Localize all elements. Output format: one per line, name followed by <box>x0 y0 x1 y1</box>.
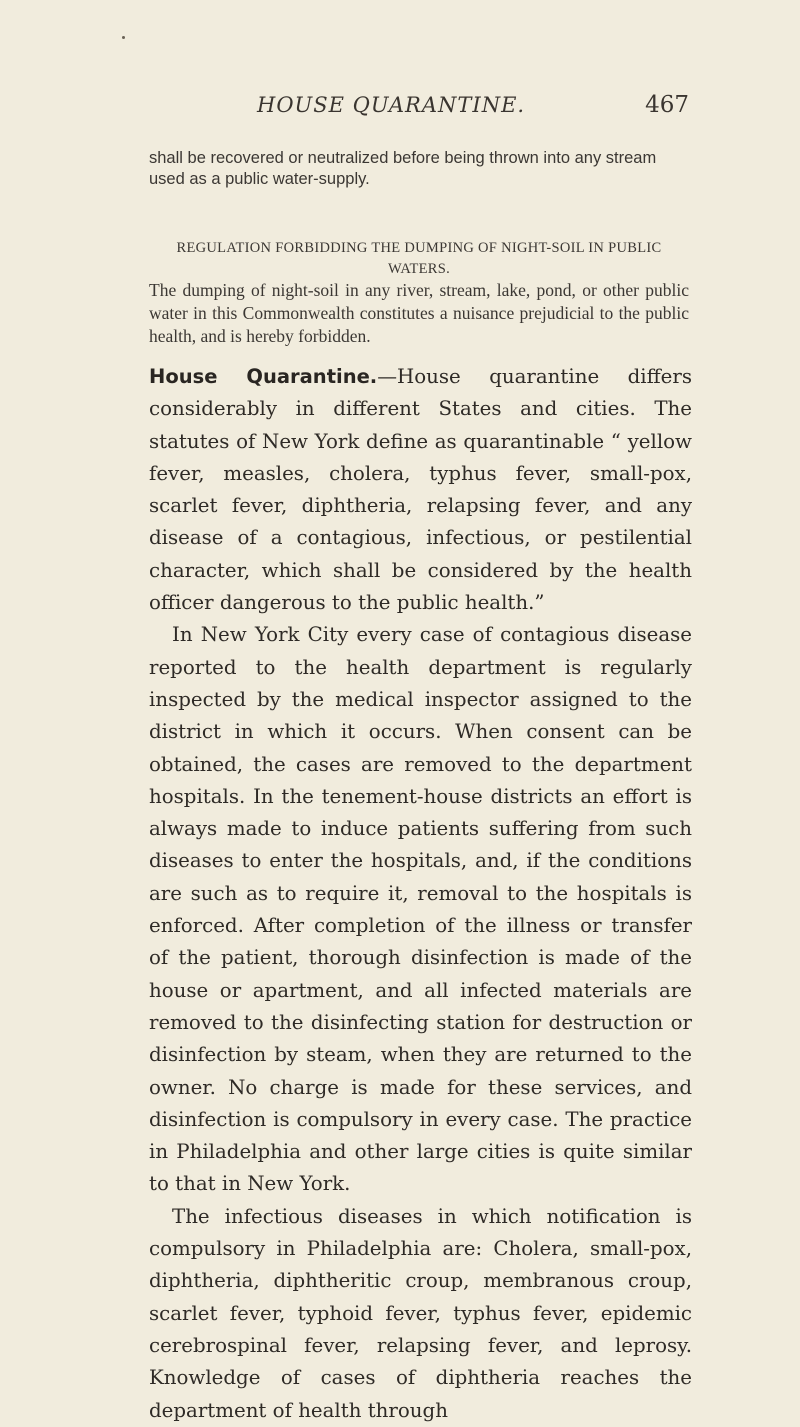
section-paragraph-3: The infectious diseases in which notification is compulsory in Philadelphia are: Cholera, small-pox, diphtheria, diphtheritic croup, membranous croup, scarlet fever, typhoid fever, typhus fever, epidemic cerebrospinal fever, relapsing fever, and leprosy. Knowledge of cases of diphtheria reaches the department of health through <box>149 1204 692 1422</box>
intro-paragraph: shall be recovered or neutralized before being thrown into any stream used as a public water-supply. <box>149 149 657 188</box>
regulation-title: REGULATION FORBIDDING THE DUMPING OF NIGHT-SOIL IN PUBLIC WATERS. <box>176 240 662 277</box>
regulation-body: The dumping of night-soil in any river, stream, lake, pond, or other public water in this Commonwealth constitutes a nuisance prejudicial to the public health, and is hereby forbidden. <box>149 280 689 346</box>
section-paragraph-2: In New York City every case of contagious disease reported to the health department is regularly inspected by the medical inspector assigned to the district in which it occurs. When consent can be obtained, the cases are removed to the department hospitals. In the tenement-house districts an effort is always made to induce patients suffering from such diseases to enter the hospitals, and, if the conditions are such as to require it, removal to the hospitals is enforced. After completion of the illness or transfer of the patient, thorough disinfection is made of the house or apartment, and all infected materials are removed to the disinfecting station for destruction or disinfection by steam, when they are returned to the owner. No charge is made for these services, and disinfection is compulsory in every case. The practice in Philadelphia and other large cities is quite similar to that in New York. <box>149 623 692 1196</box>
section-body <box>149 361 692 1427</box>
paper-speck <box>122 36 125 39</box>
running-title: HOUSE QUARANTINE. <box>257 93 526 117</box>
running-head <box>149 93 689 133</box>
section-paragraph-1-text: —House quarantine differs considerably in different States and cities. The statutes of New York define as quarantinable “ yellow fever, measles, cholera, typhus fever, small-pox, scarlet fever, diphtheria, relapsing fever, and any disease of a contagious, infectious, or pestilential character, which shall be considered by the health officer dangerous to the public health.” <box>149 365 692 615</box>
section-heading: House Quarantine. <box>149 365 378 388</box>
section-paragraph-1 <box>149 361 692 619</box>
page-number: 467 <box>645 92 689 118</box>
